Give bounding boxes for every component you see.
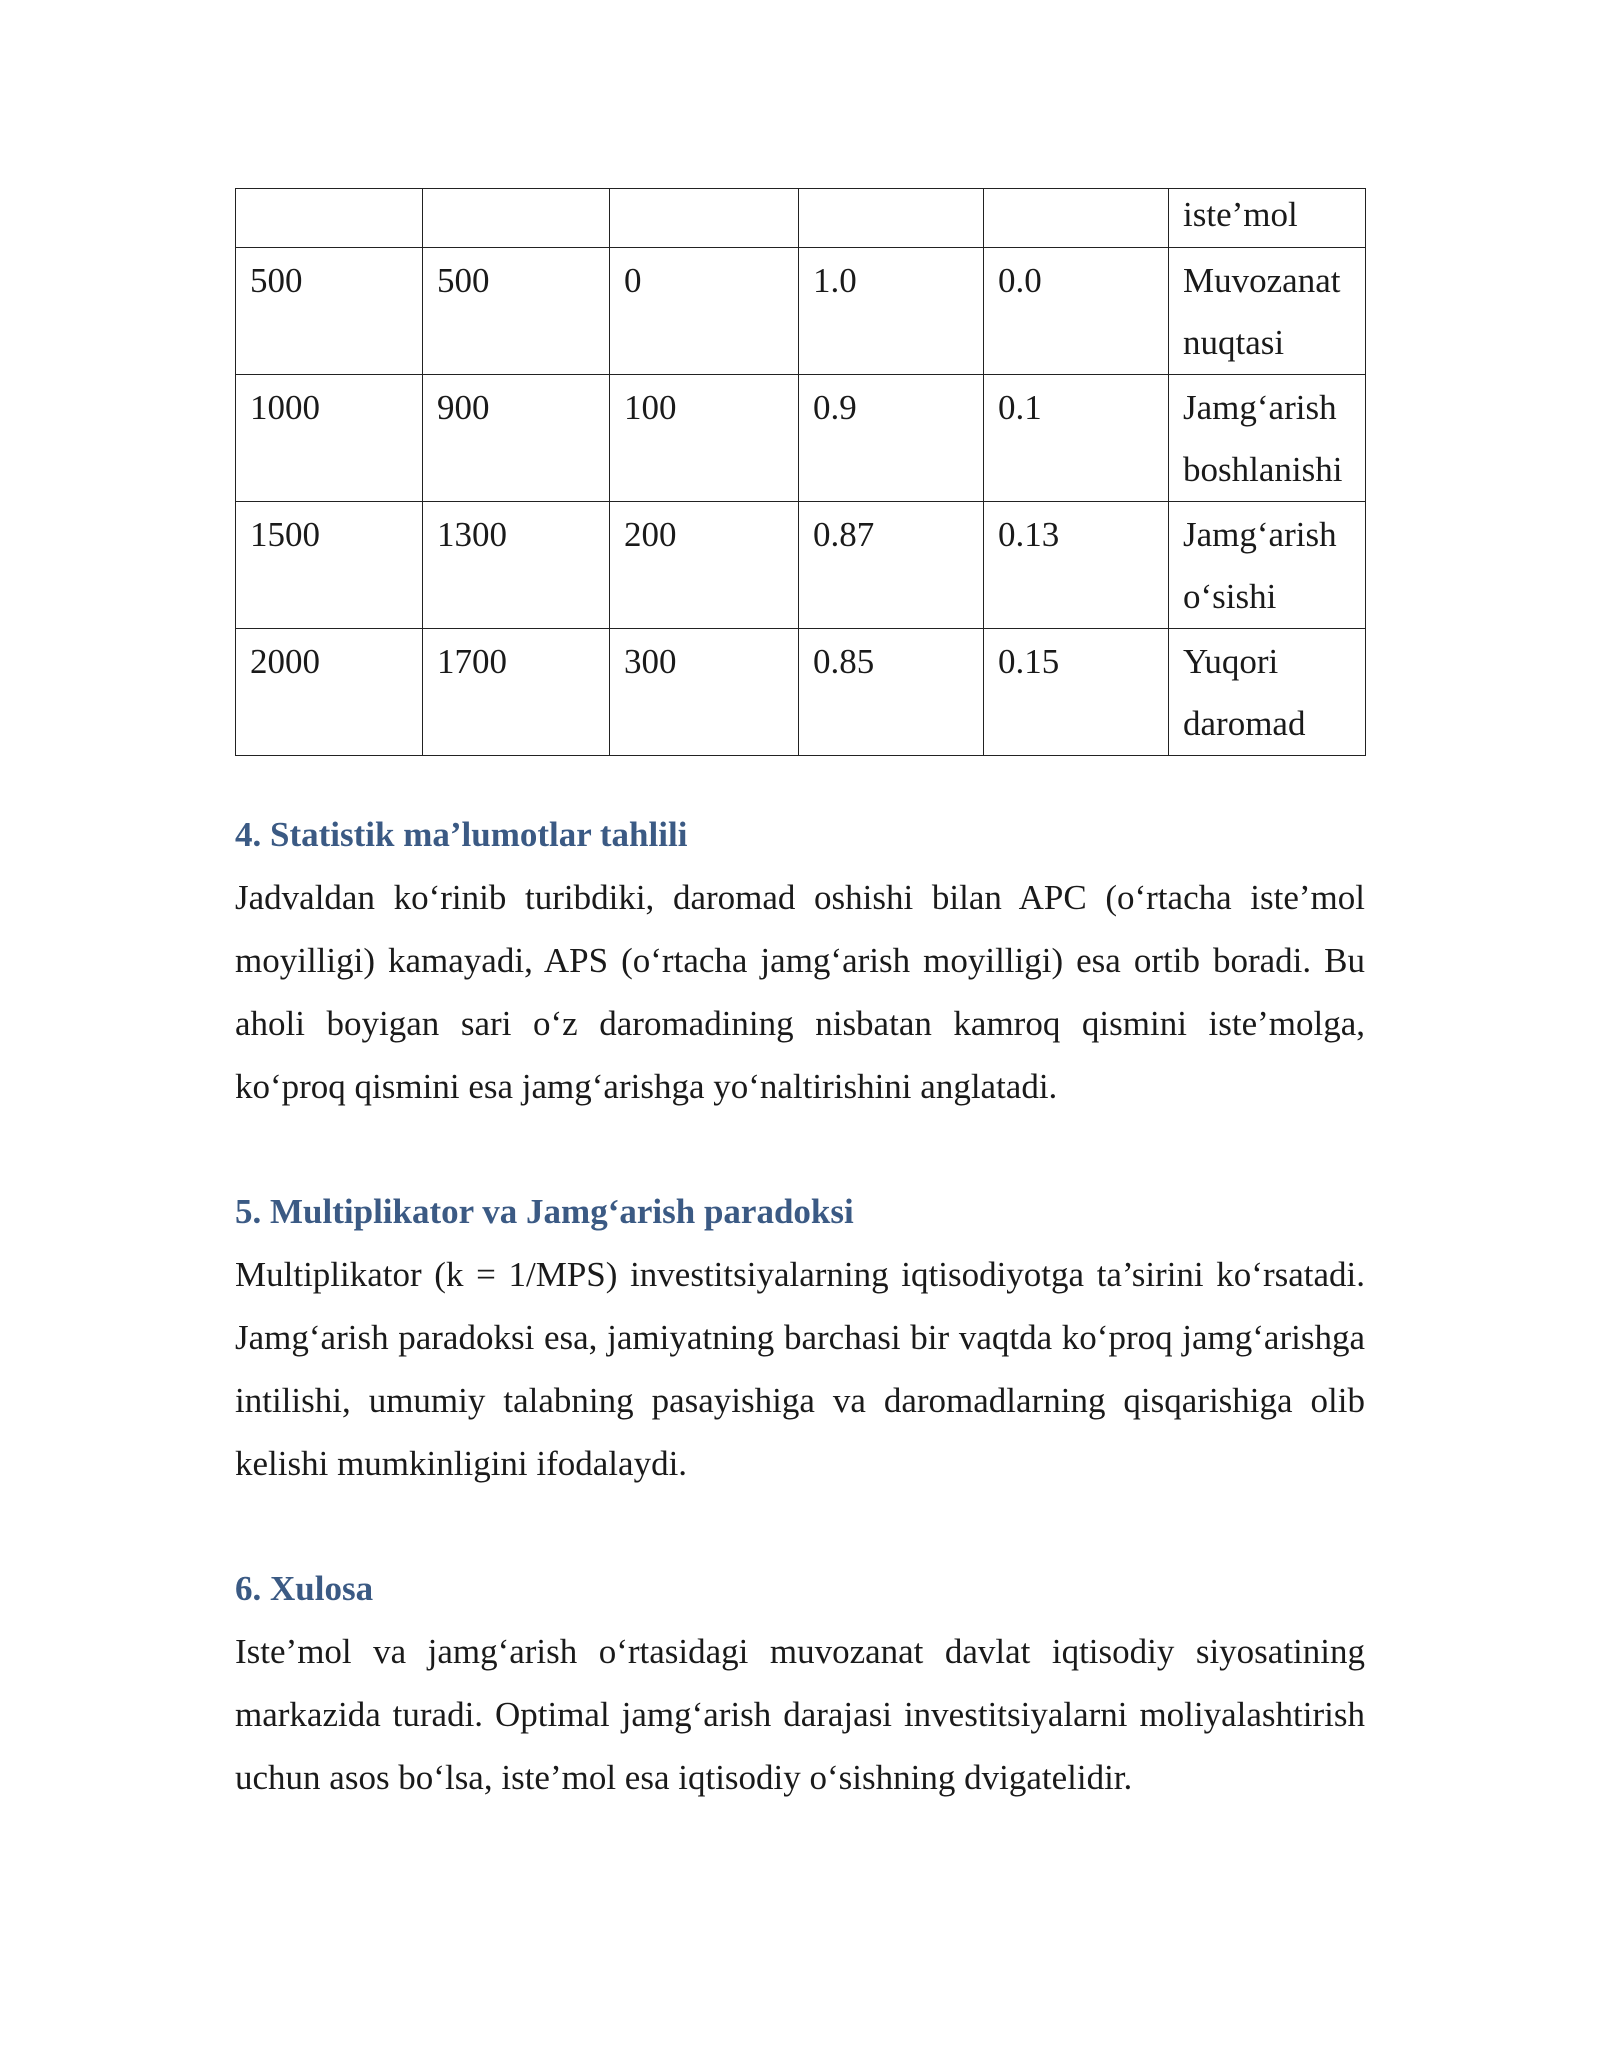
table-cell — [423, 189, 610, 248]
table-cell: 1.0 — [799, 248, 984, 375]
table-header-row — [236, 189, 1366, 248]
table-cell: 0.85 — [799, 629, 984, 756]
table-cell — [610, 189, 799, 248]
table-cell: 100 — [610, 375, 799, 502]
table-cell: 0.15 — [984, 629, 1169, 756]
table-cell: 900 — [423, 375, 610, 502]
section-title: 4. Statistik ma’lumotlar tahlili — [235, 815, 688, 854]
table-cell: 300 — [610, 629, 799, 756]
table-cell: Muvozanat nuqtasi — [1169, 248, 1366, 375]
table-cell: Yuqori daromad — [1169, 629, 1366, 756]
section-body: Iste’mol va jamg‘arish o‘rtasidagi muvozanat davlat iqtisodiy siyosatining markazida turadi. Optimal jamg‘arish darajasi investitsiyalarni moliyalashtirish uchun asos bo‘lsa, iste’mol esa iqtisodiy o‘sishning dvigatelidir. — [235, 1632, 1365, 1797]
table-cell — [236, 189, 423, 248]
table-cell: 0.1 — [984, 375, 1169, 502]
table-row — [236, 502, 1366, 629]
table-cell: 1500 — [236, 502, 423, 629]
table-cell — [799, 189, 984, 248]
section-body: Multiplikator (k = 1/MPS) investitsiyalarning iqtisodiyotga ta’sirini ko‘rsatadi. Jamg‘arish paradoksi esa, jamiyatning barchasi bir vaqtda ko‘proq jamg‘arishga intilishi, umumiy talabning pasayishiga va daromadlarning qisqarishiga olib kelishi mumkinligini ifodalaydi. — [235, 1255, 1365, 1483]
table-cell: iste’mol — [1169, 189, 1366, 248]
table-cell: Jamg‘arish o‘sishi — [1169, 502, 1366, 629]
table-cell: 1700 — [423, 629, 610, 756]
section-statistical-analysis — [235, 804, 1365, 1118]
table-cell: 1000 — [236, 375, 423, 502]
income-consumption-table — [235, 188, 1366, 756]
table-cell: 0.87 — [799, 502, 984, 629]
table-cell: 500 — [236, 248, 423, 375]
table-row — [236, 375, 1366, 502]
table-cell: 0.9 — [799, 375, 984, 502]
document-page — [235, 188, 1365, 1809]
table-cell: Jamg‘arish boshlanishi — [1169, 375, 1366, 502]
table-row — [236, 248, 1366, 375]
section-body: Jadvaldan ko‘rinib turibdiki, daromad oshishi bilan APC (o‘rtacha iste’mol moyilligi) kamayadi, APS (o‘rtacha jamg‘arish moyilligi) esa ortib boradi. Bu aholi boyigan sari o‘z daromadining nisbatan kamroq qismini iste’molga, ko‘proq qismini esa jamg‘arishga yo‘naltirishini anglatadi. — [235, 878, 1365, 1106]
section-multiplier-paradox — [235, 1181, 1365, 1495]
section-title: 5. Multiplikator va Jamg‘arish paradoksi — [235, 1192, 854, 1231]
table-cell: 2000 — [236, 629, 423, 756]
table-cell: 0 — [610, 248, 799, 375]
section-conclusion — [235, 1558, 1365, 1809]
table-cell: 200 — [610, 502, 799, 629]
table-cell: 0.13 — [984, 502, 1169, 629]
table-cell: 0.0 — [984, 248, 1169, 375]
table-row — [236, 629, 1366, 756]
table-cell — [984, 189, 1169, 248]
table-cell: 1300 — [423, 502, 610, 629]
section-title: 6. Xulosa — [235, 1569, 374, 1608]
table-cell: 500 — [423, 248, 610, 375]
